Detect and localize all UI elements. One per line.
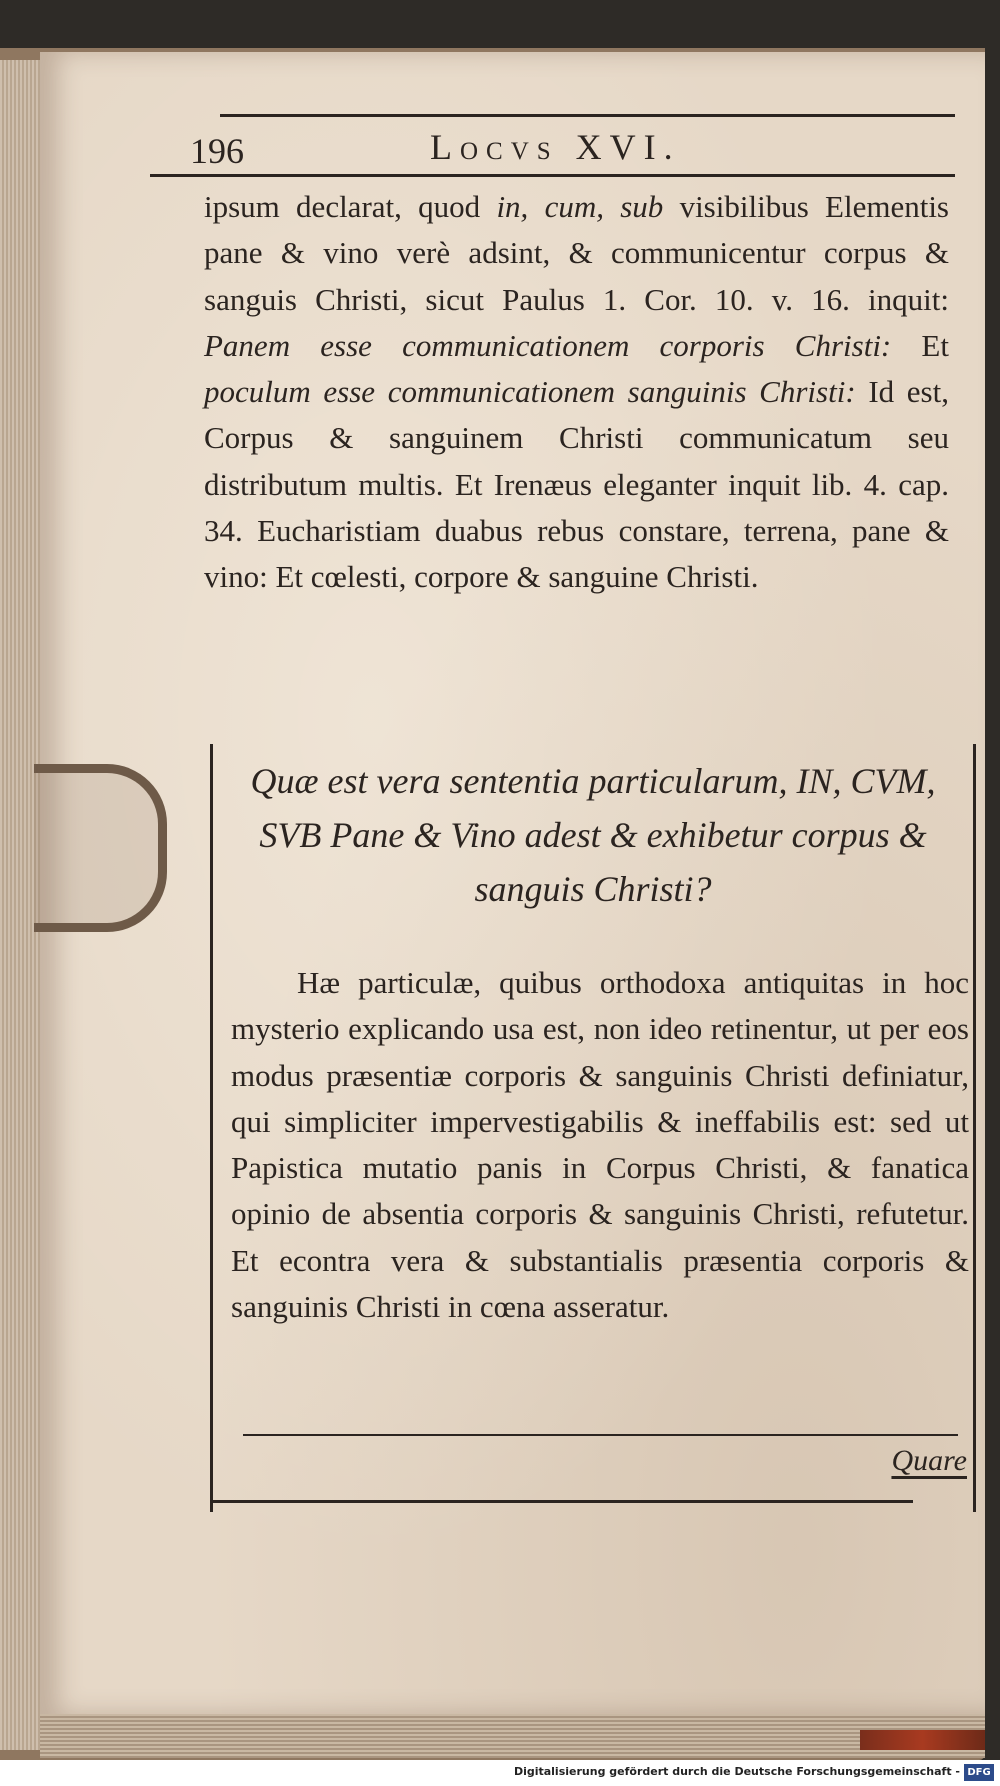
red-page-edge (860, 1730, 985, 1750)
catchword: Quare (891, 1444, 967, 1477)
dfg-logo-icon: DFG (964, 1764, 994, 1781)
footer-credit-text: Digitalisierung gefördert durch die Deutsche Forschungsgemeinschaft - (513, 1765, 960, 1778)
clasp-strap (34, 764, 167, 932)
question-box (210, 744, 976, 1512)
bottom-rule (213, 1500, 913, 1503)
running-title: Locvs XVI. (430, 127, 681, 167)
body-paragraph: ipsum declarat, quod in, cum, sub visibilibus Elementis pane & vino verè adsint, & communicentur corpus & sanguis Christi, sicut Paulus 1. Cor. 10. v. 16. inquit: Panem esse communicationem corporis Christi: Et poculum esse communicationem sanguinis Christi: Id est, Corpus & sanguinem Christi communicatum seu distributum multis. Et Irenæus eleganter inquit lib. 4. cap. 34. Eucharistiam duabus rebus constare, terrena, pane & vino: Et cœlesti, corpore & sanguine Christi. (204, 189, 949, 595)
box-rule (243, 1434, 958, 1436)
footer-credit-bar (0, 1760, 1000, 1786)
page-number: 196 (190, 131, 244, 171)
head-rule (220, 114, 955, 117)
running-head (150, 118, 955, 177)
question-heading: Quæ est vera sententia particularum, IN, CVM, SVB Pane & Vino adest & exhibetur corpus & sanguis Christi? (250, 761, 936, 909)
answer-paragraph: Hæ particulæ, quibus orthodoxa antiquitas in hoc mysterio explicando usa est, non ideo retinentur, ut per eos modus præsentiæ corporis & sanguinis Christi definiatur, qui simpliciter impervestigabilis & ineffabilis est: sed ut Papistica mutatio panis in Corpus Christi, & fanatica opinio de absentia corporis & sanguinis Christi, refutetur. Et econtra vera & substantialis præsentia corporis & sanguinis Christi in cœna asseratur. (231, 965, 969, 1325)
